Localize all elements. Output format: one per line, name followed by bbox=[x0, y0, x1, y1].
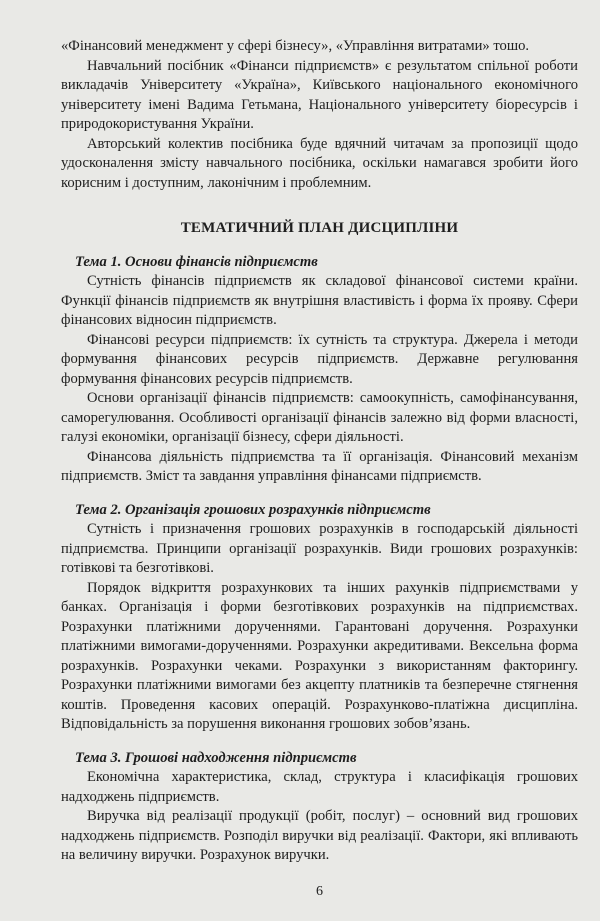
topic-paragraph: Фінансова діяльність підприємства та її організація. Фінансовий механізм підприємств. Зміст та завдання управління фінансами підприємств. bbox=[61, 448, 578, 484]
topic-heading: Тема 3. Грошові надходження підприємств bbox=[75, 749, 357, 766]
topic-heading: Тема 1. Основи фінансів підприємств bbox=[75, 253, 318, 270]
topic-paragraph: Фінансові ресурси підприємств: їх сутність та структура. Джерела і методи формування фінансових ресурсів підприємств. Державне регулювання формування фінансових ресурсів підприємств. bbox=[61, 331, 578, 387]
intro-paragraph: Навчальний посібник «Фінанси підприємств» є результатом спільної роботи викладачів Університету «Україна», Київського національного економічного університету імені Вадима Гетьмана, Національного університету біоресурсів і природокористування України. bbox=[61, 57, 578, 132]
topic-paragraph: Сутність і призначення грошових розрахунків в господарській діяльності підприємства. Принципи організації розрахунків. Види грошових розрахунків: готівкові та безготівкові. bbox=[61, 521, 578, 576]
topic-paragraph: Економічна характеристика, склад, структура і класифікація грошових надходжень підприємств. bbox=[61, 769, 578, 805]
topic-paragraph: Порядок відкриття розрахункових та інших рахунків підприємствами у банках. Організація і форми безготівкових розрахунків на підприємствах. Розрахунки платіжними дорученнями. Гарантовані доручення. Розрахунки платіжними вимогами-дорученнями. Розрахунки акредитивами. Вексельна форма розрахунків. Розрахунки чеками. Розрахунки з використанням факторингу. Розрахунки платіжними вимогами без акцепту платників та безперечне стягнення коштів. Проведення касових операцій. Розрахунково-платіжна дисципліна. Відповідальність за порушення виконання грошових зобов’язань. bbox=[61, 579, 578, 732]
section-title: ТЕМАТИЧНИЙ ПЛАН ДИСЦИПЛІНИ bbox=[180, 220, 459, 236]
topic-paragraph: Основи організації фінансів підприємств: самоокупність, самофінансування, саморегулювання. Особливості організації фінансів залежно від форми власності, галузі економіки, організації бізнесу, сфери діяльності. bbox=[61, 390, 578, 445]
topic-heading: Тема 2. Організація грошових розрахунків підприємств bbox=[75, 501, 431, 518]
topic-paragraph: Сутність фінансів підприємств як складової фінансової системи країни. Функції фінансів підприємств як внутрішня властивість і форма їх прояву. Сфери фінансових відносин підприємств. bbox=[61, 273, 578, 328]
page-number: 6 bbox=[316, 883, 323, 899]
intro-paragraph: «Фінансовий менеджмент у сфері бізнесу», «Управління витратами» тошо. bbox=[61, 38, 530, 54]
intro-paragraph: Авторський колектив посібника буде вдячний читачам за пропозиції щодо удосконалення змісту навчального посібника, оскільки намагався зробити його корисним і доступним, лаконічним і проблемним. bbox=[61, 135, 578, 191]
document-page bbox=[61, 0, 578, 921]
topic-paragraph: Виручка від реалізації продукції (робіт, послуг) – основний вид грошових надходжень підприємств. Розподіл виручки від реалізації. Фактори, які впливають на величину виручки. Розрахунок виручки. bbox=[61, 808, 578, 863]
